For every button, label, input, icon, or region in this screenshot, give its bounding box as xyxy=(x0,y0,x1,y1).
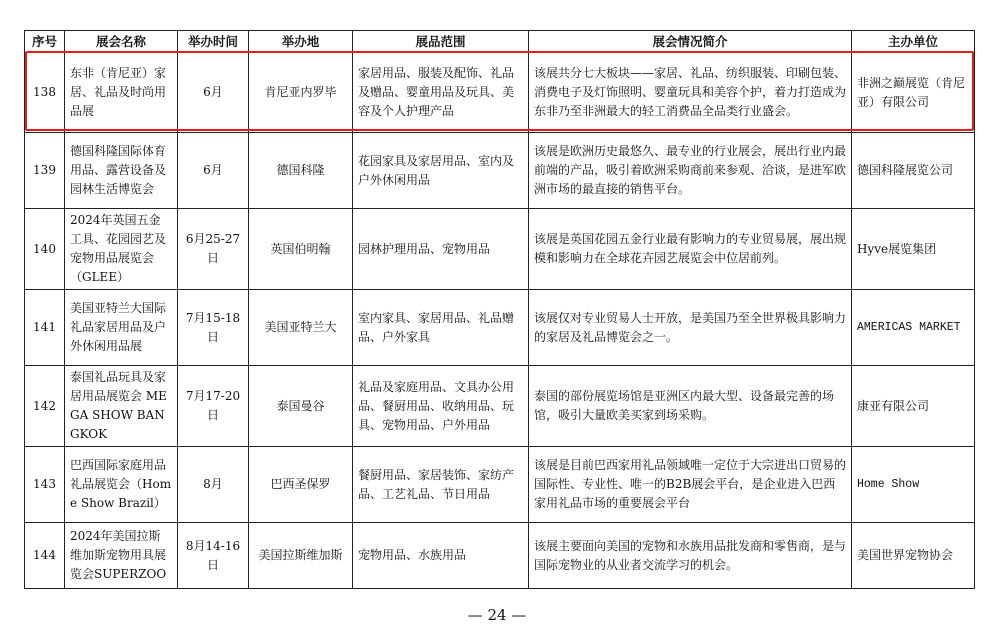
row-scope: 室内家具、家居用品、礼品赠品、户外家具 xyxy=(353,290,529,366)
table-row xyxy=(25,209,975,290)
row-intro: 该展是欧洲历史最悠久、最专业的行业展会，展出行业内最前端的产品，吸引着欧洲采购商前来参观、洽谈，是进军欧洲市场的最直接的销售平台。 xyxy=(529,133,852,209)
row-name: 2024年美国拉斯维加斯宠物用具展览会SUPERZOO xyxy=(65,523,178,589)
row-place: 德国科隆 xyxy=(249,133,353,209)
table-row xyxy=(25,366,975,447)
exhibition-table xyxy=(24,30,975,589)
header-time: 举办时间 xyxy=(178,31,249,53)
header-name: 展会名称 xyxy=(65,31,178,53)
row-intro: 该展仅对专业贸易人士开放，是美国乃至全世界极具影响力的家居及礼品博览会之一。 xyxy=(529,290,852,366)
row-no: 140 xyxy=(25,209,65,290)
header-intro: 展会情况简介 xyxy=(529,31,852,53)
header-no: 序号 xyxy=(25,31,65,53)
row-organizer: Home Show xyxy=(852,447,975,523)
row-no: 138 xyxy=(25,53,65,133)
row-intro: 泰国的部份展览场馆是亚洲区内最大型、设备最完善的场馆，吸引大量欧美买家到场采购。 xyxy=(529,366,852,447)
row-time: 6月25-27日 xyxy=(178,209,249,290)
row-organizer: Hyve展览集团 xyxy=(852,209,975,290)
row-time: 8月14-16日 xyxy=(178,523,249,589)
row-no: 143 xyxy=(25,447,65,523)
row-name: 2024年英国五金工具、花园园艺及宠物用品展览会（GLEE） xyxy=(65,209,178,290)
table-row xyxy=(25,133,975,209)
row-name: 泰国礼品玩具及家居用品展览会 MEGA SHOW BANGKOK xyxy=(65,366,178,447)
row-no: 141 xyxy=(25,290,65,366)
row-time: 6月 xyxy=(178,133,249,209)
row-intro: 该展是目前巴西家用礼品领域唯一定位于大宗进出口贸易的国际性、专业性、唯一的B2B展会平台，是企业进入巴西家用礼品市场的重要展会平台 xyxy=(529,447,852,523)
row-organizer: 美国世界宠物协会 xyxy=(852,523,975,589)
row-scope: 家居用品、服装及配饰、礼品及赠品、婴童用品及玩具、美容及个人护理产品 xyxy=(353,53,529,133)
row-time: 8月 xyxy=(178,447,249,523)
header-place: 举办地 xyxy=(249,31,353,53)
row-organizer: 德国科隆展览公司 xyxy=(852,133,975,209)
row-time: 7月15-18日 xyxy=(178,290,249,366)
row-name: 德国科隆国际体育用品、露营设备及园林生活博览会 xyxy=(65,133,178,209)
row-organizer: AMERICAS MARKET xyxy=(852,290,975,366)
row-place: 美国亚特兰大 xyxy=(249,290,353,366)
row-name: 美国亚特兰大国际礼品家居用品及户外休闲用品展 xyxy=(65,290,178,366)
row-organizer: 康亚有限公司 xyxy=(852,366,975,447)
row-intro: 该展共分七大板块——家居、礼品、纺织服装、印刷包装、消费电子及灯饰照明、婴童玩具和美容个护，着力打造成为东非乃至非洲最大的轻工消费品全品类行业盛会。 xyxy=(529,53,852,133)
table-row xyxy=(25,53,975,133)
row-place: 巴西圣保罗 xyxy=(249,447,353,523)
row-name: 东非（肯尼亚）家居、礼品及时尚用品展 xyxy=(65,53,178,133)
header-scope: 展品范围 xyxy=(353,31,529,53)
row-time: 6月 xyxy=(178,53,249,133)
row-intro: 该展是英国花园五金行业最有影响力的专业贸易展，展出规模和影响力在全球花卉园艺展览会中位居前列。 xyxy=(529,209,852,290)
table-row xyxy=(25,290,975,366)
row-time: 7月17-20日 xyxy=(178,366,249,447)
row-name: 巴西国际家庭用品礼品展览会（Home Show Brazil） xyxy=(65,447,178,523)
row-scope: 花园家具及家居用品、室内及户外休闲用品 xyxy=(353,133,529,209)
row-no: 139 xyxy=(25,133,65,209)
row-place: 美国拉斯维加斯 xyxy=(249,523,353,589)
row-intro: 该展主要面向美国的宠物和水族用品批发商和零售商，是与国际宠物业的从业者交流学习的机会。 xyxy=(529,523,852,589)
table-row xyxy=(25,523,975,589)
row-place: 肯尼亚内罗毕 xyxy=(249,53,353,133)
row-place: 英国伯明翰 xyxy=(249,209,353,290)
row-scope: 餐厨用品、家居装饰、家纺产品、工艺礼品、节日用品 xyxy=(353,447,529,523)
row-scope: 园林护理用品、宠物用品 xyxy=(353,209,529,290)
table-header-row xyxy=(25,31,975,53)
header-organizer: 主办单位 xyxy=(852,31,975,53)
row-no: 142 xyxy=(25,366,65,447)
row-scope: 礼品及家庭用品、文具办公用品、餐厨用品、收纳用品、玩具、宠物用品、户外用品 xyxy=(353,366,529,447)
page-number: — 24 — xyxy=(467,606,527,624)
table-row xyxy=(25,447,975,523)
row-organizer: 非洲之巅展览（肯尼亚）有限公司 xyxy=(852,53,975,133)
row-no: 144 xyxy=(25,523,65,589)
row-place: 泰国曼谷 xyxy=(249,366,353,447)
row-scope: 宠物用品、水族用品 xyxy=(353,523,529,589)
